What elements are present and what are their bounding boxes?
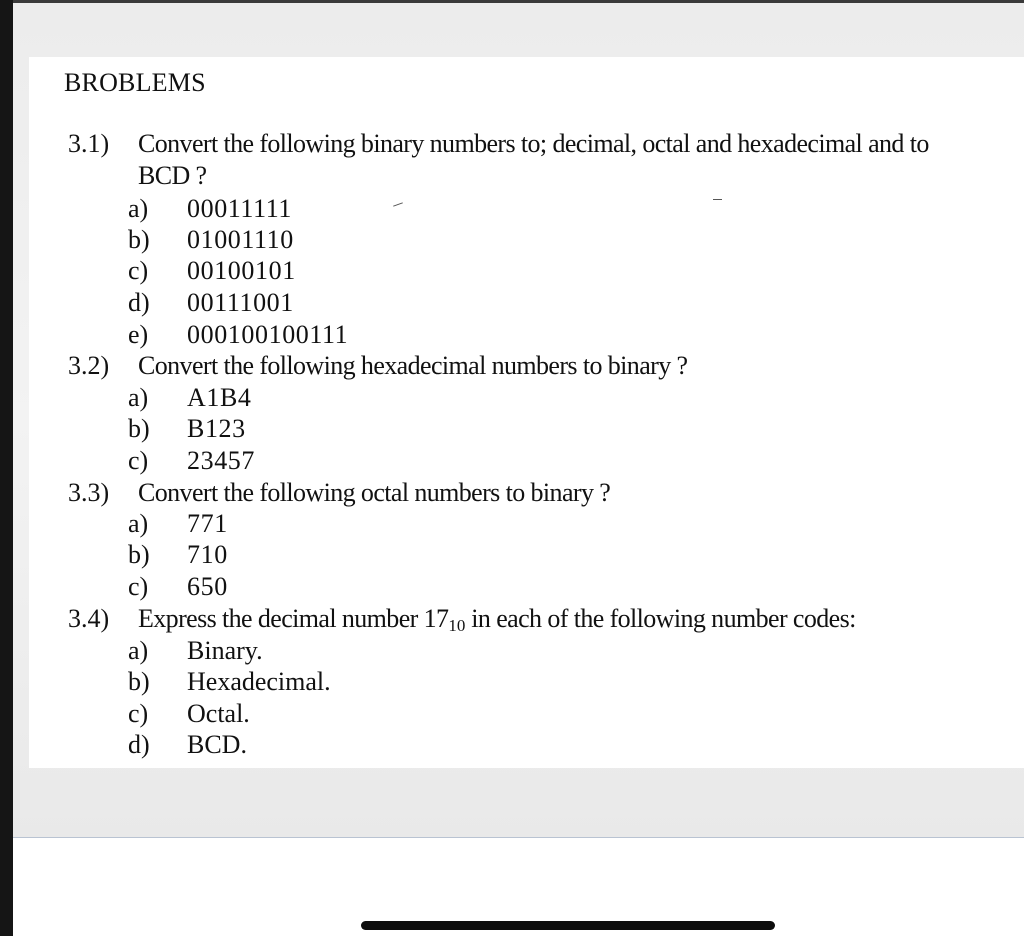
question-number-3-1: 3.1) (68, 129, 110, 158)
option-label: a) (128, 636, 149, 665)
option-label: c) (128, 572, 149, 601)
question-text-3-1: Convert the following binary numbers to; decimal, octal and hexadecimal and to (138, 129, 929, 158)
left-edge-bar (0, 0, 13, 936)
question-number-3-2: 3.2) (68, 351, 110, 380)
option-value: BCD. (187, 730, 247, 759)
option-value: Binary. (187, 636, 263, 665)
option-value: 00111001 (187, 288, 294, 317)
option-value: 00100101 (187, 256, 296, 285)
option-value: Hexadecimal. (187, 667, 331, 696)
option-value: 000100100111 (187, 320, 349, 349)
page-title: BROBLEMS (64, 68, 206, 97)
option-label: b) (128, 414, 150, 443)
option-value: 710 (187, 540, 228, 569)
option-label: b) (128, 540, 150, 569)
option-value: 00011111 (187, 194, 292, 223)
question-number-3-3: 3.3) (68, 478, 110, 507)
option-label: c) (128, 256, 149, 285)
option-label: e) (128, 320, 149, 349)
home-indicator-bar[interactable] (361, 921, 775, 930)
option-value: Octal. (187, 699, 250, 728)
question-text-3-1-continued: BCD ? (138, 161, 207, 190)
option-value: 01001110 (187, 225, 294, 254)
option-value: 23457 (187, 446, 255, 475)
option-label: c) (128, 446, 149, 475)
option-label: c) (128, 699, 149, 728)
option-label: a) (128, 509, 149, 538)
question-text-part: in each of the following number codes: (465, 604, 856, 633)
option-label: b) (128, 225, 150, 254)
option-label: d) (128, 288, 150, 317)
question-text-3-2: Convert the following hexadecimal numbers to binary ? (138, 351, 688, 380)
question-number-3-4: 3.4) (68, 604, 110, 633)
option-label: a) (128, 194, 149, 223)
question-text-3-3: Convert the following octal numbers to binary ? (138, 478, 611, 507)
option-value: A1B4 (187, 383, 252, 412)
subscript-base: 10 (448, 616, 466, 635)
option-value: B123 (187, 414, 246, 443)
stray-mark (713, 199, 722, 200)
option-value: 771 (187, 509, 228, 538)
question-text-part: Express the decimal number 17 (138, 604, 449, 633)
option-value: 650 (187, 572, 228, 601)
option-label: a) (128, 383, 149, 412)
option-label: b) (128, 667, 150, 696)
option-label: d) (128, 730, 150, 759)
